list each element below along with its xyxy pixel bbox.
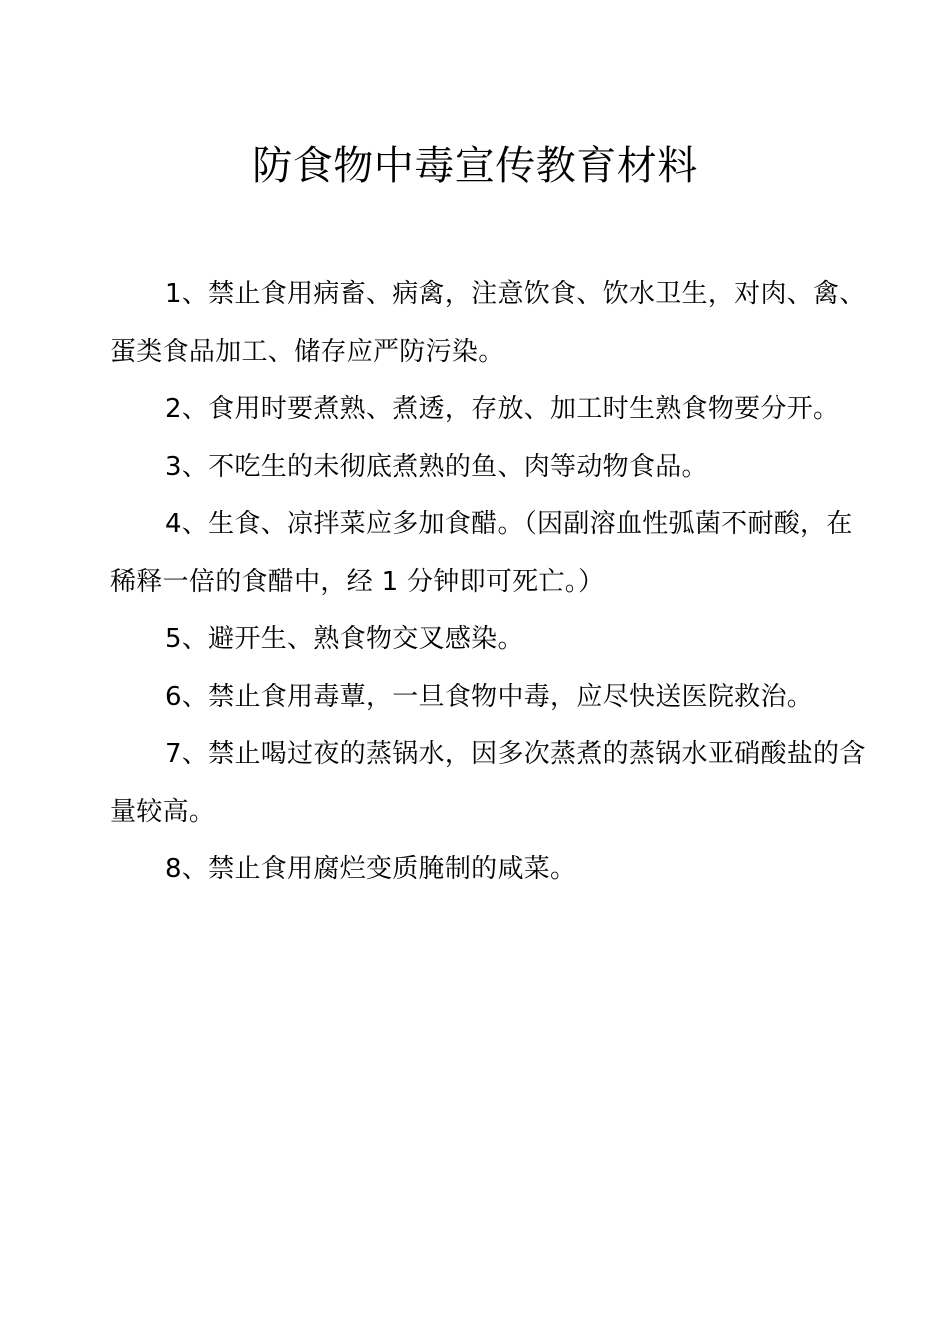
paragraph-3: 3、不吃生的未彻底煮熟的鱼、肉等动物食品。 <box>165 451 708 482</box>
paragraph-1: 1、禁止食用病畜、病禽，注意饮食、饮水卫生，对肉、禽、蛋类食品加工、储存应严防污染。 <box>110 279 866 367</box>
paragraph-6: 6、禁止食用毒蕈，一旦食物中毒，应尽快送医院救治。 <box>165 681 814 712</box>
paragraph-5: 5、避开生、熟食物交叉感染。 <box>165 624 524 654</box>
paragraph-4: 4、生食、凉拌菜应多加食醋。（因副溶血性弧菌不耐酸，在稀释一倍的食醋中，经 1 分钟即可死亡。） <box>110 509 853 597</box>
paragraph-8: 8、禁止食用腐烂变质腌制的咸菜。 <box>165 854 577 884</box>
document-title: 防食物中毒宣传教育材料 <box>252 143 698 189</box>
document-body <box>110 266 870 899</box>
paragraph-7: 7、禁止喝过夜的蒸锅水，因多次蒸煮的蒸锅水亚硝酸盐的含量较高。 <box>110 739 866 827</box>
paragraph-2: 2、食用时要煮熟、煮透，存放、加工时生熟食物要分开。 <box>165 394 840 424</box>
